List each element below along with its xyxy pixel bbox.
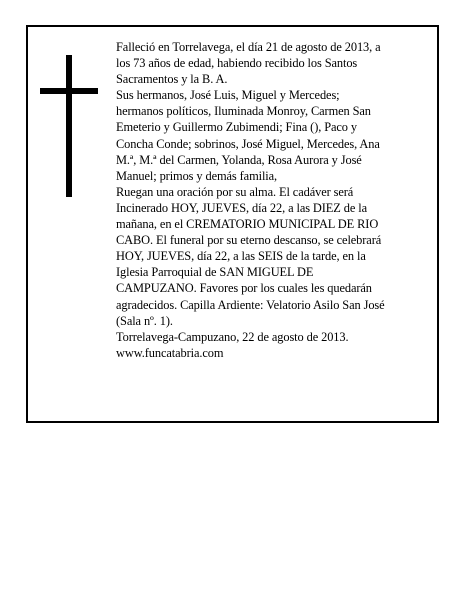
- notice-line: Concha Conde; sobrinos, José Miguel, Mercedes, Ana: [116, 136, 380, 151]
- cross-icon: [40, 55, 98, 197]
- notice-line: HOY, JUEVES, día 22, a las SEIS de la tarde, en la: [116, 249, 366, 264]
- notice-body: [116, 39, 426, 361]
- notice-line: mañana, en el CREMATORIO MUNICIPAL DE RIO: [116, 217, 379, 232]
- notice-line: Emeterio y Guillermo Zubimendi; Fina (), Paco y: [116, 120, 357, 135]
- notice-line: Torrelavega-Campuzano, 22 de agosto de 2013.: [116, 329, 349, 344]
- notice-line: agradecidos. Capilla Ardiente: Velatorio Asilo San José: [116, 297, 385, 312]
- notice-line: hermanos políticos, Iluminada Monroy, Carmen San: [116, 104, 371, 119]
- notice-line: CABO. El funeral por su eterno descanso, se celebrará: [116, 233, 382, 248]
- obituary-notice: [26, 25, 439, 423]
- notice-line: Sacramentos y la B. A.: [116, 72, 228, 87]
- cross-vertical-bar: [66, 55, 72, 197]
- notice-line: M.ª, M.ª del Carmen, Yolanda, Rosa Aurora y José: [116, 152, 362, 167]
- notice-line: Iglesia Parroquial de SAN MIGUEL DE: [116, 265, 314, 280]
- notice-line: (Sala nº. 1).: [116, 313, 173, 328]
- notice-line: Ruegan una oración por su alma. El cadáver será: [116, 184, 354, 199]
- cross-horizontal-bar: [40, 88, 98, 94]
- notice-line: los 73 años de edad, habiendo recibido los Santos: [116, 56, 358, 71]
- notice-line: Sus hermanos, José Luis, Miguel y Mercedes;: [116, 88, 340, 103]
- notice-line: Incinerado HOY, JUEVES, día 22, a las DIEZ de la: [116, 200, 367, 215]
- notice-line: CAMPUZANO. Favores por los cuales les quedarán: [116, 281, 372, 296]
- notice-line: Falleció en Torrelavega, el día 21 de agosto de 2013, a: [116, 40, 381, 54]
- notice-line: Manuel; primos y demás familia,: [116, 168, 278, 183]
- website-link: www.funcatabria.com: [116, 345, 224, 360]
